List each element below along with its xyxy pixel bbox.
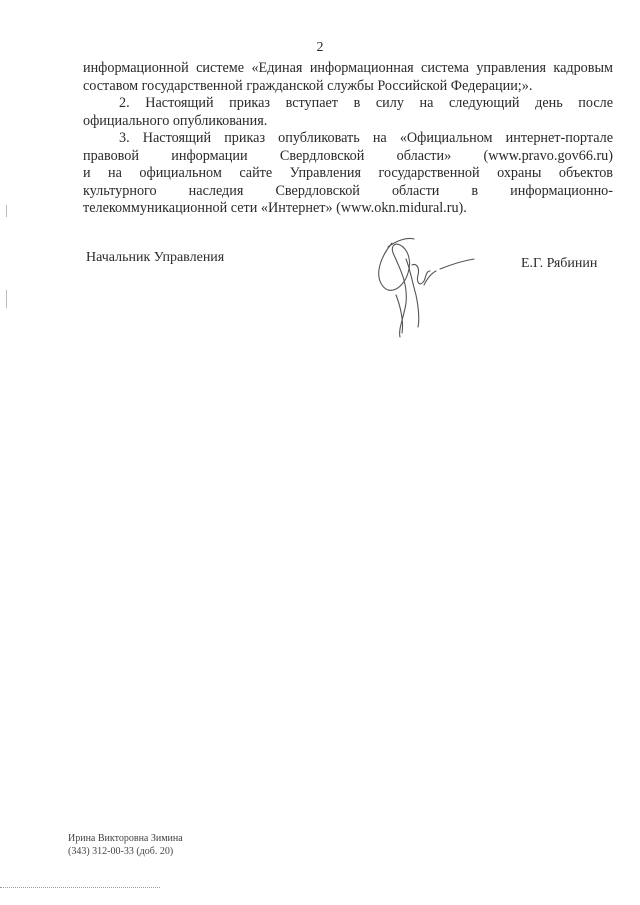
signatory-title: Начальник Управления [86,250,225,265]
document-body [83,60,613,218]
text-line: 2. Настоящий приказ вступает в силу на следующий день после [119,95,613,111]
text-line: информационной системе «Единая информационная система управления кадровым [83,60,613,76]
executor-info [68,832,183,858]
text-line: составом государственной гражданской службы Российской Федерации;». [83,77,533,94]
text-line: официального опубликования. [83,112,268,129]
text-line: правовой информации Свердловской области» (www.pravo.gov66.ru) [83,147,613,164]
text-line: телекоммуникационной сети «Интернет» (www.okn.midural.ru). [83,200,467,216]
bottom-rule [0,887,160,888]
page-number: 2 [316,40,324,55]
scan-edge-mark [6,290,7,308]
text-line: 3. Настоящий приказ опубликовать на «Официальном интернет-портале [119,130,613,146]
executor-name: Ирина Викторовна Зимина [68,833,183,844]
paragraph-1 [83,60,613,95]
paragraph-2 [83,95,613,130]
handwritten-signature [360,225,480,350]
text-line: культурного наследия Свердловской области в информационно- [83,182,613,199]
paragraph-3 [83,130,613,218]
scan-edge-mark [6,205,7,217]
text-line: и на официальном сайте Управления государственной охраны объектов [83,165,613,181]
signatory-name: Е.Г. Рябинин [521,256,598,271]
executor-phone: (343) 312-00-33 (доб. 20) [68,846,174,857]
